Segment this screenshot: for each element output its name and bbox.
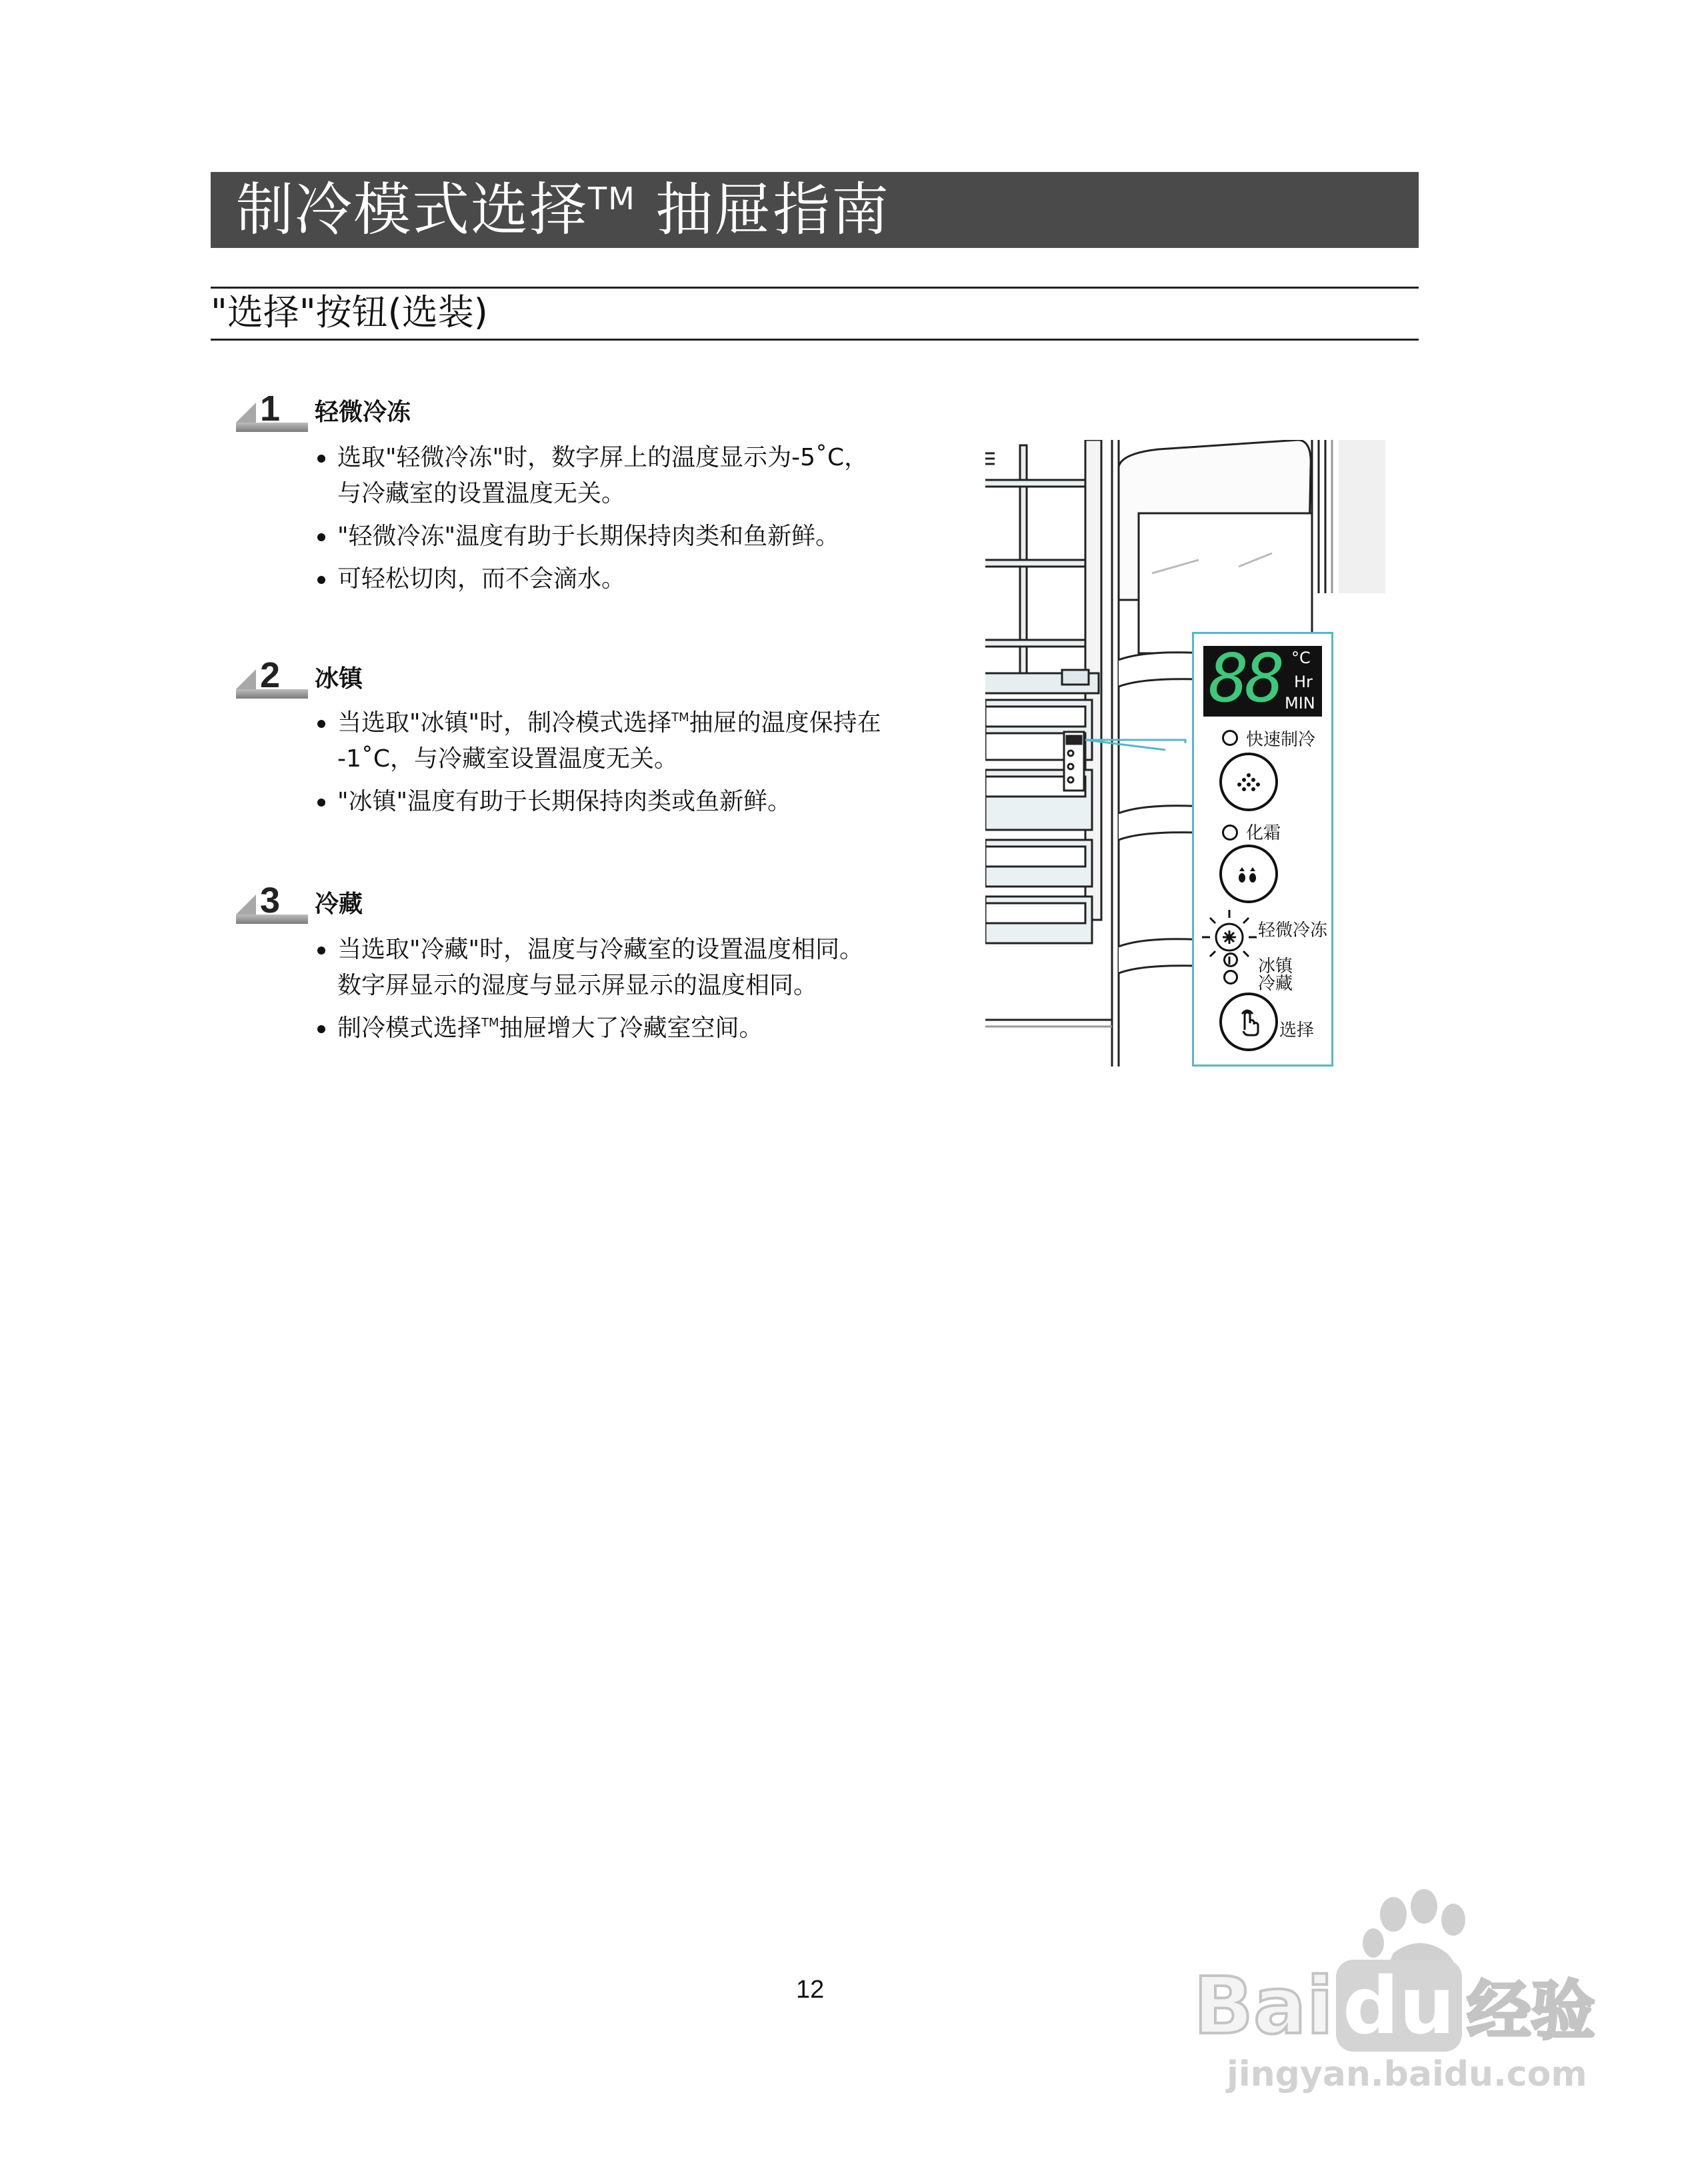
watermark-url: jingyan.baidu.com [1227,2054,1587,2094]
quick-cool-label: 快速制冷 [1246,730,1316,750]
digital-display [1203,639,1322,717]
ice-indicator [1223,953,1238,967]
step-2-bullets [337,705,881,820]
page-number: 12 [796,1976,825,2004]
step-3-title: 冷藏 [315,891,363,918]
list-item: 制冷模式选择™抽屉增大了冷藏室空间。 [337,1011,863,1047]
display-digits: 88 [1209,639,1281,717]
defrost-button[interactable] [1219,845,1278,903]
control-panel-callout [1192,632,1333,1067]
select-button[interactable] [1219,993,1278,1051]
list-item-continuation: -1˚C，与冷藏室设置温度无关。 [337,745,679,773]
page-title: 制冷模式选择™ 抽屉指南 [236,177,891,243]
list-item: 当选取"冷藏"时，温度与冷藏室的设置温度相同。 [337,932,863,968]
step-3-number: 3 [236,884,311,924]
section-subtitle: "选择"按钮(选装) [211,291,488,333]
baidu-jingyan-watermark [1193,1880,1595,2094]
step-1-title: 轻微冷冻 [315,399,411,426]
step-2-number: 2 [236,659,311,699]
select-label: 选择 [1279,1021,1315,1041]
light-freeze-label: 轻微冷冻 [1258,921,1328,941]
watermark-brand: Bai du 经验 [1193,1960,1595,2052]
list-item: 可轻松切肉，而不会滴水。 [337,561,868,597]
step-3-bullets [337,932,863,1047]
list-item: "轻微冷冻"温度有助于长期保持肉类和鱼新鲜。 [337,519,868,555]
subtitle-top-rule [211,287,1419,289]
chill-indicator [1223,970,1238,985]
finger-touch-icon [1222,995,1275,1049]
list-item: 当选取"冰镇"时，制冷模式选择™抽屉的温度保持在 [337,705,881,741]
display-unit-hr: Hr [1294,673,1313,691]
list-item-continuation: 数字屏显示的湿度与显示屏显示的温度相同。 [337,972,818,999]
ice-label: 冰镇 [1258,957,1293,977]
list-item: "冰镇"温度有助于长期保持肉类或鱼新鲜。 [337,784,881,820]
snowflake-dots-icon [1222,755,1275,809]
step-2-title: 冰镇 [315,665,363,693]
display-unit-celsius: °C [1291,649,1311,667]
list-item-continuation: 与冷藏室的设置温度无关。 [337,480,626,507]
quick-cool-button[interactable] [1219,753,1278,811]
display-unit-min: MIN [1285,694,1315,713]
step-1-bullets [337,440,868,597]
quick-cool-indicator [1222,730,1238,746]
chill-label: 冷藏 [1258,974,1293,994]
defrost-drops-icon [1222,847,1275,901]
defrost-indicator [1222,825,1238,841]
subtitle-bottom-rule [211,339,1419,341]
step-1-number: 1 [236,392,311,432]
defrost-label: 化霜 [1246,823,1281,843]
list-item: 选取"轻微冷冻"时，数字屏上的温度显示为-5˚C， [337,440,868,476]
